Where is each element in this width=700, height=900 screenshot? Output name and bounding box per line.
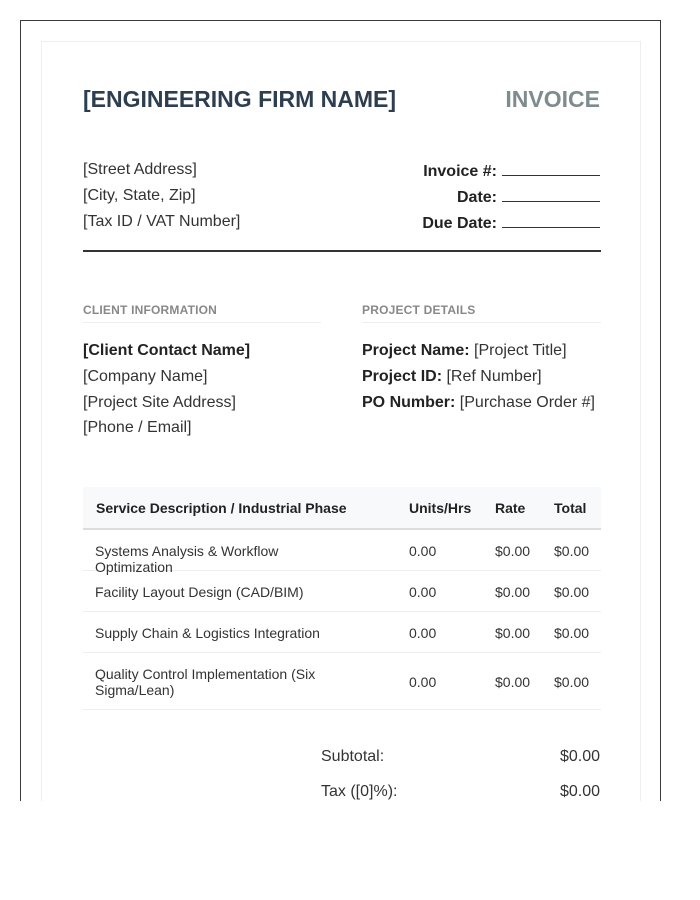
table-row	[83, 530, 601, 575]
client-section-divider	[83, 322, 321, 323]
po-number-label: PO Number:	[362, 394, 456, 411]
tax-value: $0.00	[559, 783, 600, 800]
client-contact-name: [Client Contact Name]	[83, 342, 251, 359]
tax-label: Tax ([0]%):	[321, 783, 398, 800]
due-date-field[interactable]	[502, 213, 600, 228]
table-row	[83, 612, 601, 653]
row-units: 0.00	[409, 674, 437, 690]
firm-street: [Street Address]	[83, 161, 197, 178]
firm-name: [ENGINEERING FIRM NAME]	[83, 86, 397, 112]
row-rate: $0.00	[495, 674, 531, 690]
row-total: $0.00	[554, 584, 590, 600]
table-header	[83, 487, 601, 530]
project-section-divider	[362, 322, 601, 323]
client-phone-email: [Phone / Email]	[83, 419, 192, 436]
row-total: $0.00	[554, 674, 590, 690]
row-units: 0.00	[409, 625, 437, 641]
table-row	[83, 653, 601, 710]
firm-tax-id: [Tax ID / VAT Number]	[83, 213, 241, 230]
row-rate: $0.00	[495, 543, 531, 559]
invoice-title: INVOICE	[505, 86, 600, 112]
invoice-number-row	[423, 161, 600, 181]
invoice-page	[41, 41, 641, 801]
col-header-rate: Rate	[495, 500, 526, 516]
project-name-row	[362, 342, 567, 360]
row-rate: $0.00	[495, 584, 531, 600]
po-number-row	[362, 394, 595, 412]
col-header-units: Units/Hrs	[409, 500, 472, 516]
project-name-label: Project Name:	[362, 342, 470, 359]
project-id-value: [Ref Number]	[446, 368, 542, 385]
client-site-address: [Project Site Address]	[83, 394, 236, 411]
row-description: Quality Control Implementation (Six Sigma/Lean)	[95, 666, 316, 698]
col-header-total: Total	[554, 500, 587, 516]
po-number-value: [Purchase Order #]	[459, 394, 595, 411]
client-section-title: CLIENT INFORMATION	[83, 303, 218, 317]
header-divider	[83, 250, 601, 252]
project-section-title: PROJECT DETAILS	[362, 303, 476, 317]
invoice-number-label: Invoice #:	[423, 163, 497, 180]
date-field[interactable]	[502, 187, 600, 202]
col-header-description: Service Description / Industrial Phase	[96, 500, 347, 516]
date-label: Date:	[456, 189, 497, 206]
row-description: Facility Layout Design (CAD/BIM)	[95, 584, 304, 600]
due-date-label: Due Date:	[422, 215, 497, 232]
invoice-number-field[interactable]	[502, 161, 600, 176]
row-total: $0.00	[554, 543, 590, 559]
project-id-row	[362, 368, 542, 386]
date-row	[457, 187, 600, 207]
row-units: 0.00	[409, 584, 437, 600]
firm-city: [City, State, Zip]	[83, 187, 196, 204]
due-date-row	[422, 213, 600, 233]
row-units: 0.00	[409, 543, 437, 559]
row-rate: $0.00	[495, 625, 531, 641]
project-id-label: Project ID:	[362, 368, 443, 385]
row-description: Supply Chain & Logistics Integration	[95, 625, 320, 641]
row-description: Systems Analysis & Workflow Optimization	[95, 543, 279, 575]
document-frame	[20, 20, 661, 801]
client-company: [Company Name]	[83, 368, 208, 385]
subtotal-label: Subtotal:	[321, 748, 385, 765]
project-name-value: [Project Title]	[474, 342, 567, 359]
table-row	[83, 571, 601, 612]
subtotal-value: $0.00	[559, 748, 600, 765]
row-total: $0.00	[554, 625, 590, 641]
